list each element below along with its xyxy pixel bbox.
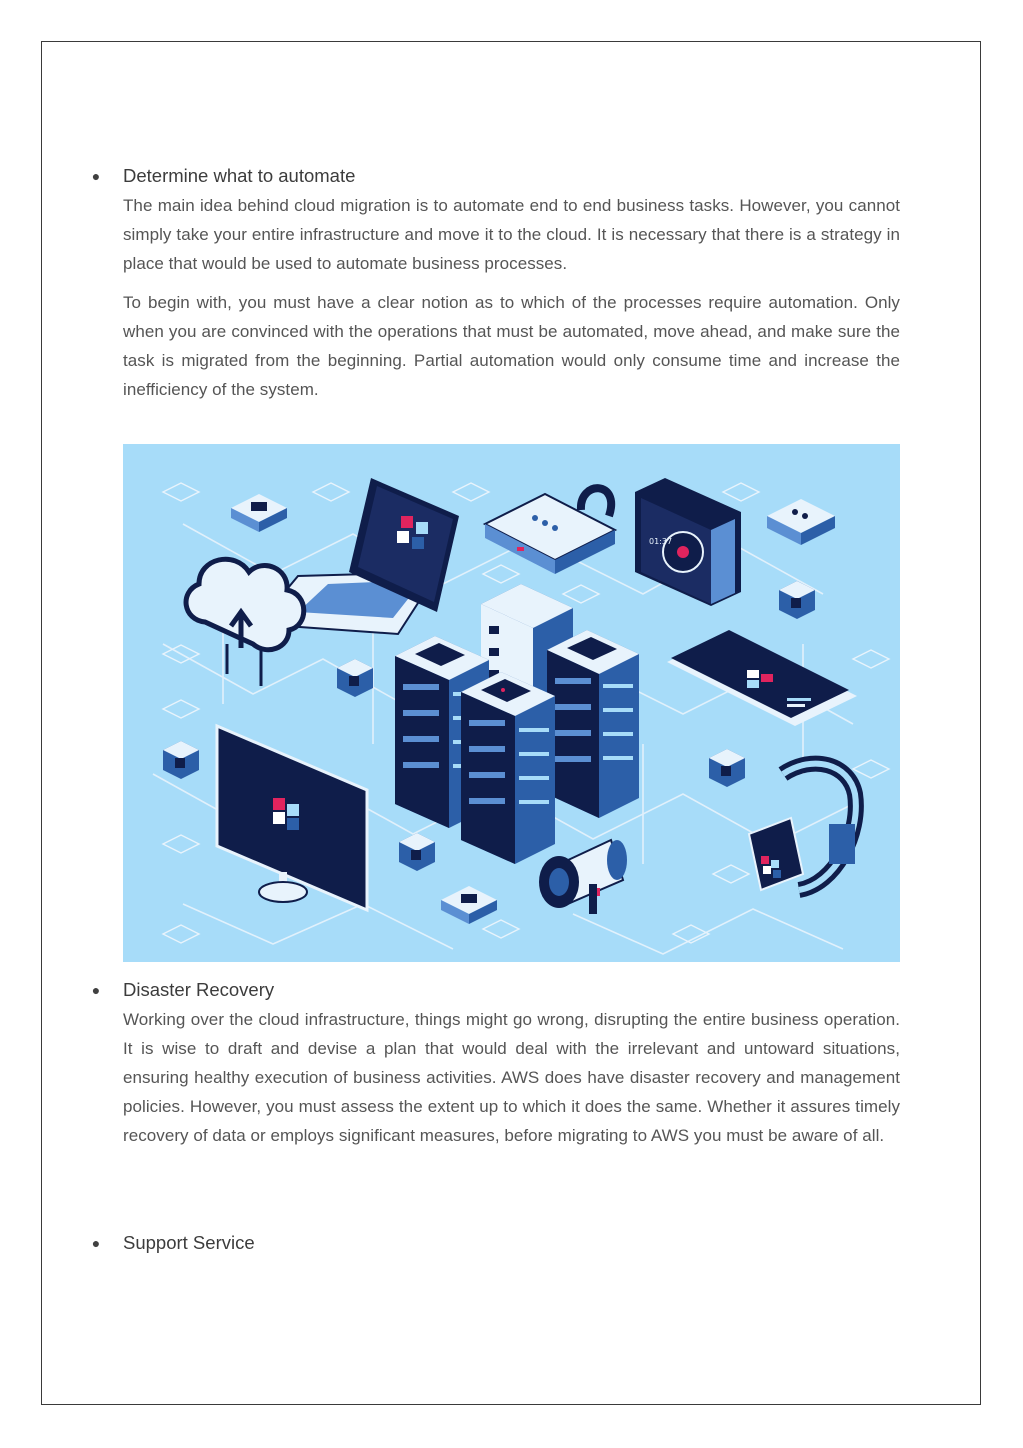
section-heading: Determine what to automate (123, 165, 356, 186)
monitor-icon (217, 726, 367, 910)
paragraph: To begin with, you must have a clear notion as to which of the processes require automation. Only when you are convinced with the operations that must be automated, move ahead, and make sure the task is migrated from the beginning. Partial automation would only consume time and increase the inefficiency of the system. (123, 293, 900, 399)
smartwatch-icon (749, 764, 856, 890)
section-heading: Disaster Recovery (123, 979, 275, 1000)
camera-clock: 01:37 (649, 537, 673, 546)
cube-icon (709, 749, 745, 787)
small-device-icon (767, 499, 835, 545)
tablet-icon (667, 630, 857, 726)
bullet-icon: ● (91, 982, 101, 998)
small-device-icon (231, 494, 287, 532)
paragraph: Working over the cloud infrastructure, things might go wrong, disrupting the entire business operation. It is wise to draft and devise a plan that would deal with the irrelevant and untoward situations, ensuring healthy execution of business activities. AWS does have disaster recovery and management policies. However, you must assess the extent up to which it does the same. Whether it assures timely recovery of data or employs significant measures, before migrating to AWS you must be aware of all. (123, 1010, 900, 1145)
lock-icon (485, 488, 615, 574)
paragraph: The main idea behind cloud migration is to automate end to end business tasks. However, you cannot simply take your entire infrastructure and move it to the cloud. It is necessary that there is a strategy in place that would be used to automate business processes. (123, 196, 900, 273)
bullet-icon: ● (91, 168, 101, 184)
cloud-infrastructure-illustration (123, 444, 900, 962)
small-device-icon (441, 886, 497, 924)
section-heading: Support Service (123, 1232, 255, 1253)
server-rack-icon (461, 672, 555, 864)
cube-icon (399, 833, 435, 871)
camera-icon (635, 478, 741, 606)
megaphone-icon (539, 840, 627, 914)
cube-icon (337, 659, 373, 697)
cube-icon (163, 741, 199, 779)
server-rack-icon (547, 630, 639, 818)
bullet-icon: ● (91, 1235, 101, 1251)
